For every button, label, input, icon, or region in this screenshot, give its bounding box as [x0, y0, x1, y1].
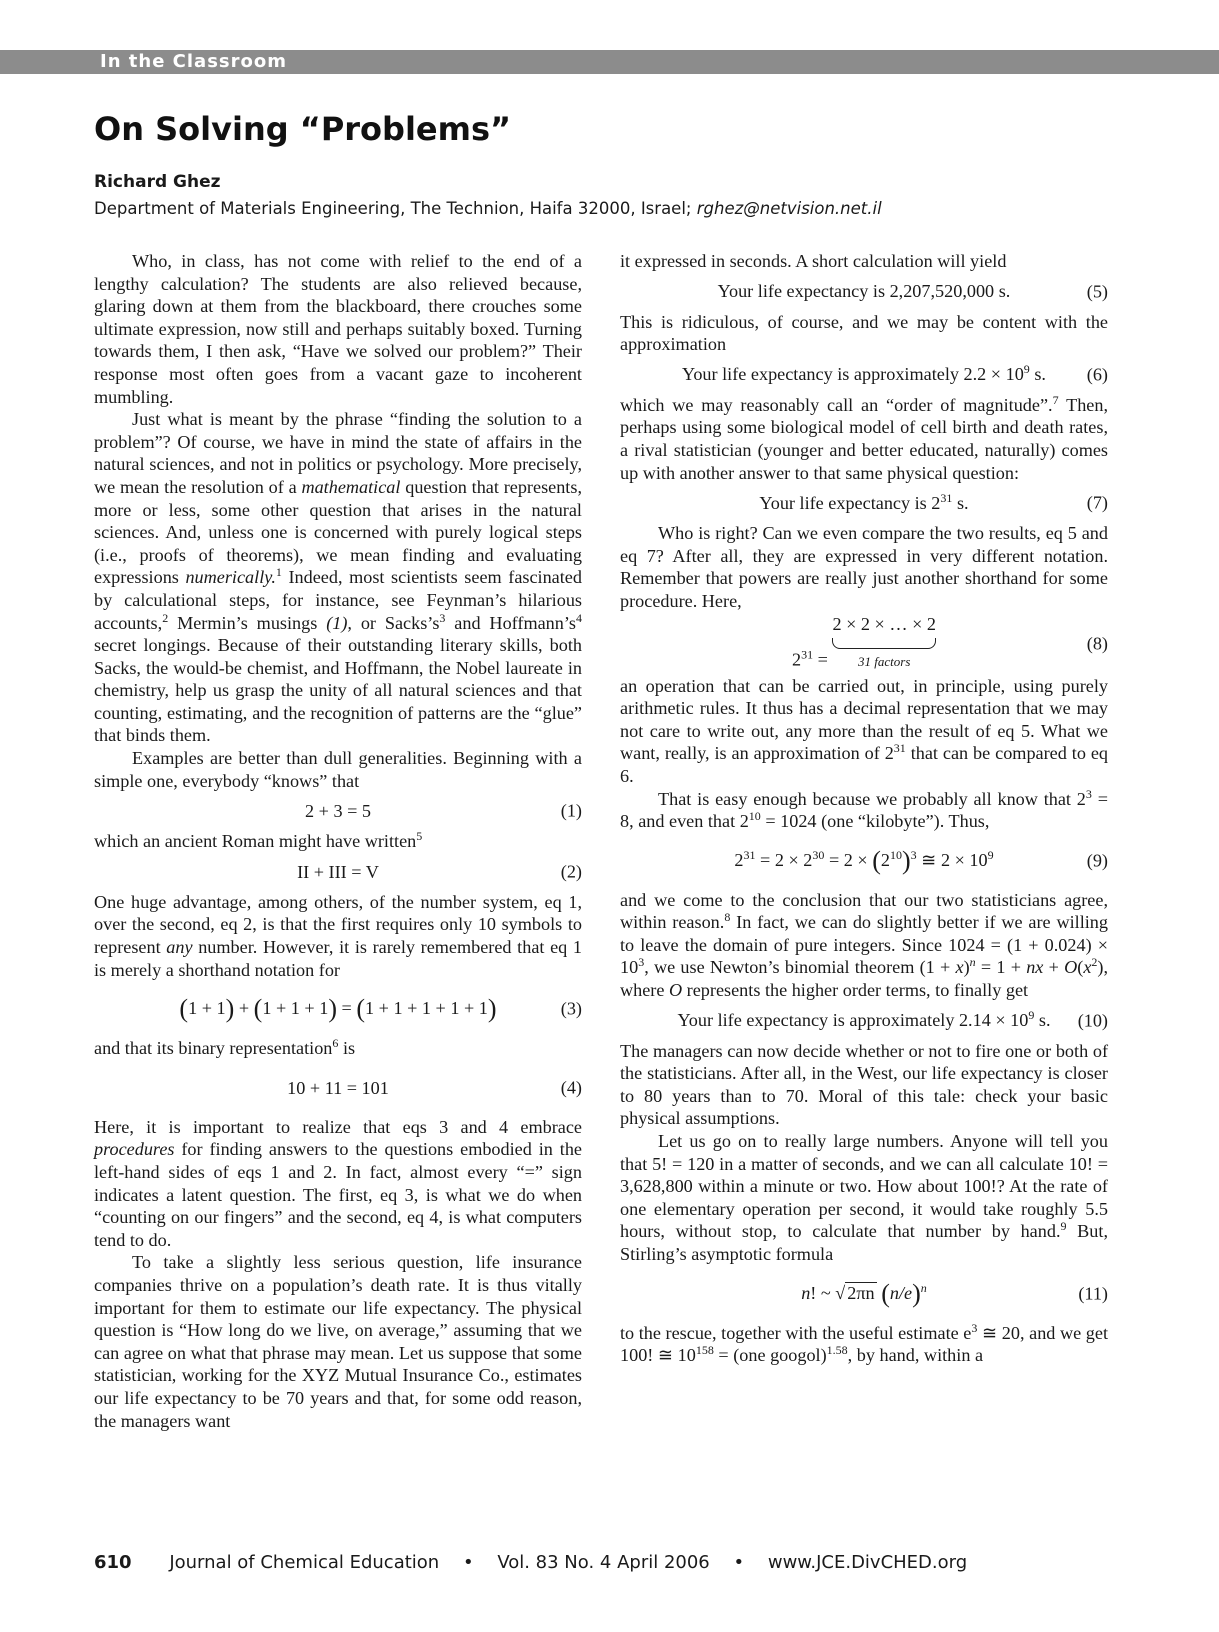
left-column	[94, 250, 582, 1432]
journal-name: Journal of Chemical Education	[169, 1552, 440, 1573]
paragraph: This is ridiculous, of course, and we may be content with the approximation	[620, 311, 1108, 355]
equation-5: Your life expectancy is 2,207,520,000 s. (5)	[717, 281, 1108, 302]
paragraph: To take a slightly less serious question, life insurance companies thrive on a population’s death rate. It is thus vitally important for them to estimate our life expectancy. The physical question is “How long do we live, on average,” assuming that we can agree on what that phrase may mean. Let us suppose that some statistician, working for the XYZ Mutual Insurance Co., estimates our life expectancy to be 70 years and that, for some odd reason, the managers want	[94, 1252, 582, 1431]
section-label: In the Classroom	[100, 51, 287, 72]
paragraph: Who is right? Can we even compare the two results, eq 5 and eq 7? After all, they are expressed in very different notation. Remember that powers are really just another shorthand for some procedure. Here,	[620, 523, 1108, 611]
paragraph: Let us go on to really large numbers. Anyone will tell you that 5! = 120 in a matter of seconds, and we can all calculate 10! = 3,628,800 within a minute or two. How about 100!? At the rate of one elementary operation per second, it would take roughly 5.5 hours, without stop, to calculate that number by hand.$^9$ But, Stirling’s asymptotic formula	[620, 1131, 1109, 1264]
affiliation-text: Department of Materials Engineering, The Technion, Haifa 32000, Israel;	[94, 199, 692, 218]
equation-7: Your life expectancy is $2^{31}$ s. (7)	[759, 490, 1108, 513]
paragraph: which we may reasonably call an “order of magnitude”.$^7$ Then, perhaps using some biological model of cell birth and death rates, a rival statistician (younger and better educated, naturally) comes up with another answer to that same physical question:	[620, 392, 1109, 483]
paragraph: Who, in class, has not come with relief to the end of a lengthy calculation? The students are also relieved because, glaring down at them from the blackboard, there crouches some ultimate expression, now still and perhaps suitably boxed. Turning towards them, I then ask, “Have we solved our problem?” Their response most often goes from a vacant gaze to incoherent mumbling.	[94, 251, 582, 407]
paragraph: it expressed in seconds. A short calculation will yield	[620, 251, 1007, 271]
author-name: Richard Ghez	[94, 172, 221, 192]
paragraph: and we come to the conclusion that our two statisticians agree, within reason.$^8$ In fact, we can do slightly better if we are willing to leave the domain of pure integers. Since $1024 = (1 + 0.024) \times 10^3$, we use Newton’s binomial theorem $(1 + x)^n = 1$ + nx + $O(x^2)$, where O represents the higher order terms, to finally get	[620, 889, 1109, 1001]
bullet-separator: •	[462, 1552, 474, 1573]
equation-11: n! ~ √ 2πn $(n/e)^n$ (11)	[801, 1278, 1108, 1308]
equation-9: $2^{31} = 2 \times 2^{30} = 2 \times (2^{10})^3$ ≅ $2 \times 10^9$ (9)	[734, 845, 1108, 875]
underbrace: 2 × 2 × … × 2 31 factors	[832, 614, 936, 670]
paragraph: which an ancient Roman might have written$^5$	[94, 829, 423, 852]
paragraph: and that its binary representation$^6$ is	[94, 1036, 356, 1059]
equation-10: Your life expectancy is approximately $2.14 \times 10^9$ s. (10)	[677, 1008, 1108, 1031]
paragraph: Here, it is important to realize that eqs 3 and 4 embrace procedures for finding answers to the questions embodied in the left-hand sides of eqs 1 and 2. In fact, almost every “=” sign indicates a latent question. The first, eq 3, is what we do when “counting on our fingers” and the second, eq 4, is what computers tend to do.	[94, 1116, 582, 1250]
equation-2: II + III = V (2)	[297, 861, 582, 882]
paragraph: Just what is meant by the phrase “finding the solution to a problem”? Of course, we have in mind the state of affairs in the natural sciences, and not in politics or psychology. More precisely, we mean the resolution of a mathematical question that represents, more or less, some other question that arises in the natural sciences. And, unless one is concerned with purely logical steps (i.e., proofs of theorems), we mean finding and evaluating expressions numerically.$^1$ Indeed, most scientists seem fascinated by calculational steps, for instance, see Feynman’s hilarious accounts,$^2$ Mermin’s musings (1), or $Sacks’s^3$ and $Hoffmann’s^4$ secret longings. Because of their outstanding literary skills, both Sacks, the would-be chemist, and Hoffmann, the Nobel laureate in chemistry, help us grasp the unity of all natural sciences and that counting, estimating, and the recognition of patterns are the “glue” that binds them.	[94, 409, 582, 746]
paragraph: to the rescue, together with the useful estimate $e^3$ ≅ 20, and we get 100! ≅ $10^{158} = (one$ googol)$^{1.58}$, by hand, within a	[620, 1320, 1108, 1366]
equation-6: Your life expectancy is approximately $2.2 \times 10^9$ s. (6)	[682, 362, 1108, 385]
page-footer	[94, 1552, 967, 1573]
section-banner	[0, 50, 1219, 74]
bullet-separator: •	[733, 1552, 745, 1573]
paragraph: an operation that can be carried out, in principle, using purely arithmetic rules. It thus has a decimal representation that we may not care to write out, any more than the result of eq 5. What we want, really, is an approximation of $2^{31}$ that can be compared to eq 6.	[620, 675, 1108, 786]
paragraph: One huge advantage, among others, of the number system, eq 1, over the second, eq 2, is that the first requires only 10 symbols to represent any number. However, it is rarely remembered that eq 1 is merely a shorthand notation for	[94, 891, 582, 980]
author-email: rghez@netvision.net.il	[696, 199, 882, 218]
affiliation	[94, 199, 882, 218]
equation-8: $2^{31} = 2 \times 2$ × … × 2 31 factors (8)	[620, 613, 1108, 675]
right-column	[620, 250, 1108, 1367]
issue-info: Vol. 83 No. 4 April 2006	[497, 1552, 710, 1573]
equation-4: 10 + 11 = 101 (4)	[287, 1077, 582, 1098]
equation-1: 2 + 3 = 5 (1)	[305, 800, 582, 821]
article-title: On Solving “Problems”	[94, 110, 512, 148]
paragraph: That is easy enough because we probably all know that $2^3 = 8$, and even that $2^{10} = 1024$ (one “kilobyte”). Thus,	[620, 786, 1108, 832]
journal-website[interactable]: www.JCE.DivCHED.org	[767, 1552, 968, 1573]
page-number: 610	[94, 1552, 132, 1573]
equation-3: (1 + 1) + (1 + 1 + 1) = (1 + 1 + 1 + 1 + 1) (3)	[179, 994, 582, 1024]
paragraph: Examples are better than dull generalities. Beginning with a simple one, everybody “knows” that	[94, 748, 582, 791]
paragraph: The managers can now decide whether or not to fire one or both of the statisticians. After all, in the West, our life expectancy is closer to 80 years than to 70. Moral of this tale: check your basic physical assumptions.	[620, 1040, 1108, 1129]
